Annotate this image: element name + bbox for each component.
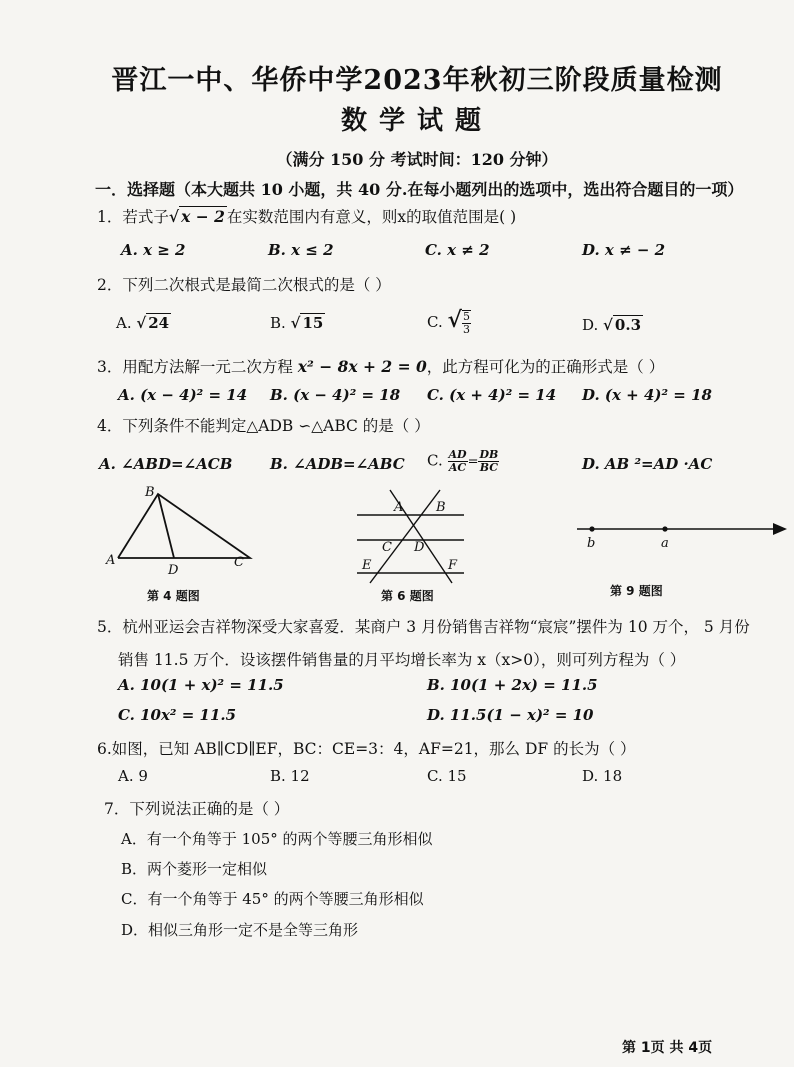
question-7: 7．下列说法正确的是（ ） xyxy=(104,800,290,818)
fig9-arrow xyxy=(773,523,787,535)
q3-option-c: C. (x + 4)² = 14 xyxy=(427,386,557,404)
fig4-label-a: A xyxy=(106,553,116,568)
fig6-label-a: A xyxy=(394,500,404,515)
fig9-point-b xyxy=(589,526,594,531)
question-3: 3．用配方法解一元二次方程 x² − 8x + 2 = 0，此方程可化为的正确形式是（ ） xyxy=(97,357,665,376)
fig6-label-b: B xyxy=(436,500,446,515)
q3-option-a: A. (x − 4)² = 14 xyxy=(118,386,248,404)
figure-6 xyxy=(352,485,472,585)
question-4: 4．下列条件不能判定△ADB ∽△ABC 的是（ ） xyxy=(97,417,430,435)
q7-option-d: D．相似三角形一定不是全等三角形 xyxy=(121,921,359,939)
fig4-label-d: D xyxy=(168,563,179,578)
q2-option-c: C. √ $\frac{5}{3}$ xyxy=(427,307,470,336)
q1-stem-pre: 1．若式子 xyxy=(97,208,169,226)
question-6: 6.如图，已知 AB∥CD∥EF，BC：CE=3：4，AF=21，那么 DF 的长为（ ） xyxy=(97,740,636,758)
question-5-line-2: 销售 11.5 万个．设该摆件销售量的月平均增长率为 x（x>0），则可列方程为（ ） xyxy=(118,651,686,669)
fig6-caption: 第 6 题图 xyxy=(381,589,434,603)
q7-option-b: B．两个菱形一定相似 xyxy=(121,860,268,878)
question-2: 2．下列二次根式是最简二次根式的是（ ） xyxy=(97,276,391,294)
q1-stem-post: 在实数范围内有意义，则x的取值范围是( ) xyxy=(226,208,517,226)
fig6-label-d: D xyxy=(414,540,425,555)
q4-option-c: C. $\frac{AD}{AC}$ = $\frac{DB}{BC}$ xyxy=(427,448,499,474)
q1-option-d: D. x ≠ − 2 xyxy=(582,241,666,259)
fig6-label-e: E xyxy=(362,558,372,573)
q2-option-a: A. √ 24 xyxy=(116,314,170,332)
q7-option-c: C．有一个角等于 45° 的两个等腰三角形相似 xyxy=(121,890,424,908)
figure-9 xyxy=(575,515,789,555)
q1-option-a: A. x ≥ 2 xyxy=(121,241,186,259)
fig9-caption: 第 9 题图 xyxy=(610,584,663,598)
fig4-caption: 第 4 题图 xyxy=(147,589,200,603)
fig9-label-b: b xyxy=(587,536,596,551)
q5-option-a: A. 10(1 + x)² = 11.5 xyxy=(118,676,284,694)
exam-title: 晋江一中、华侨中学2023年秋初三阶段质量检测 xyxy=(111,65,723,96)
q4-option-a: A. ∠ABD=∠ACB xyxy=(99,455,233,473)
figure-4 xyxy=(100,482,260,582)
q5-option-d: D. 11.5(1 − x)² = 10 xyxy=(427,706,594,724)
subject-title: 数学试题 xyxy=(340,106,493,136)
q6-option-a: A. 9 xyxy=(118,767,148,785)
section-heading: 一．选择题（本大题共 10 小题，共 40 分.在每小题列出的选项中，选出符合题目的一项） xyxy=(95,180,744,199)
question-1 xyxy=(97,205,516,227)
fig6-label-c: C xyxy=(382,540,392,555)
fig6-label-f: F xyxy=(448,558,458,573)
question-5-line-1: 5．杭州亚运会吉祥物深受大家喜爱．某商户 3 月份销售吉祥物“宸宸”摆件为 10 万个， 5 月份 xyxy=(97,618,750,636)
fig9-point-a xyxy=(662,526,667,531)
q3-option-b: B. (x − 4)² = 18 xyxy=(270,386,401,404)
q5-option-c: C. 10x² = 11.5 xyxy=(118,706,237,724)
q3-option-d: D. (x + 4)² = 18 xyxy=(582,386,712,404)
exam-info: （满分 150 分 考试时间：120 分钟） xyxy=(276,150,558,169)
q7-option-a: A．有一个角等于 105° 的两个等腰三角形相似 xyxy=(121,830,433,848)
q6-option-d: D. 18 xyxy=(582,767,623,785)
fig9-label-a: a xyxy=(661,536,669,551)
q2-option-d: D. √ 0.3 xyxy=(582,316,642,334)
q1-option-c: C. x ≠ 2 xyxy=(425,241,490,259)
fig4-triangle xyxy=(118,494,250,558)
q4-option-b: B. ∠ADB=∠ABC xyxy=(270,455,405,473)
q1-option-b: B. x ≤ 2 xyxy=(268,241,334,259)
q5-option-b: B. 10(1 + 2x) = 11.5 xyxy=(427,676,598,694)
page-number: 第 1页 共 4页 xyxy=(622,1040,713,1056)
fig4-label-b: B xyxy=(145,485,155,500)
fig4-label-c: C xyxy=(234,555,244,570)
q1-radical: √ x − 2 xyxy=(168,207,225,226)
q4-option-d: D. AB ²=AD ·AC xyxy=(582,455,713,473)
q2-option-b: B. √ 15 xyxy=(270,314,324,332)
fig6-transversal-2 xyxy=(370,490,440,583)
q6-option-c: C. 15 xyxy=(427,767,467,785)
q6-option-b: B. 12 xyxy=(270,767,310,785)
q3-equation: x² − 8x + 2 = 0 xyxy=(297,357,427,376)
